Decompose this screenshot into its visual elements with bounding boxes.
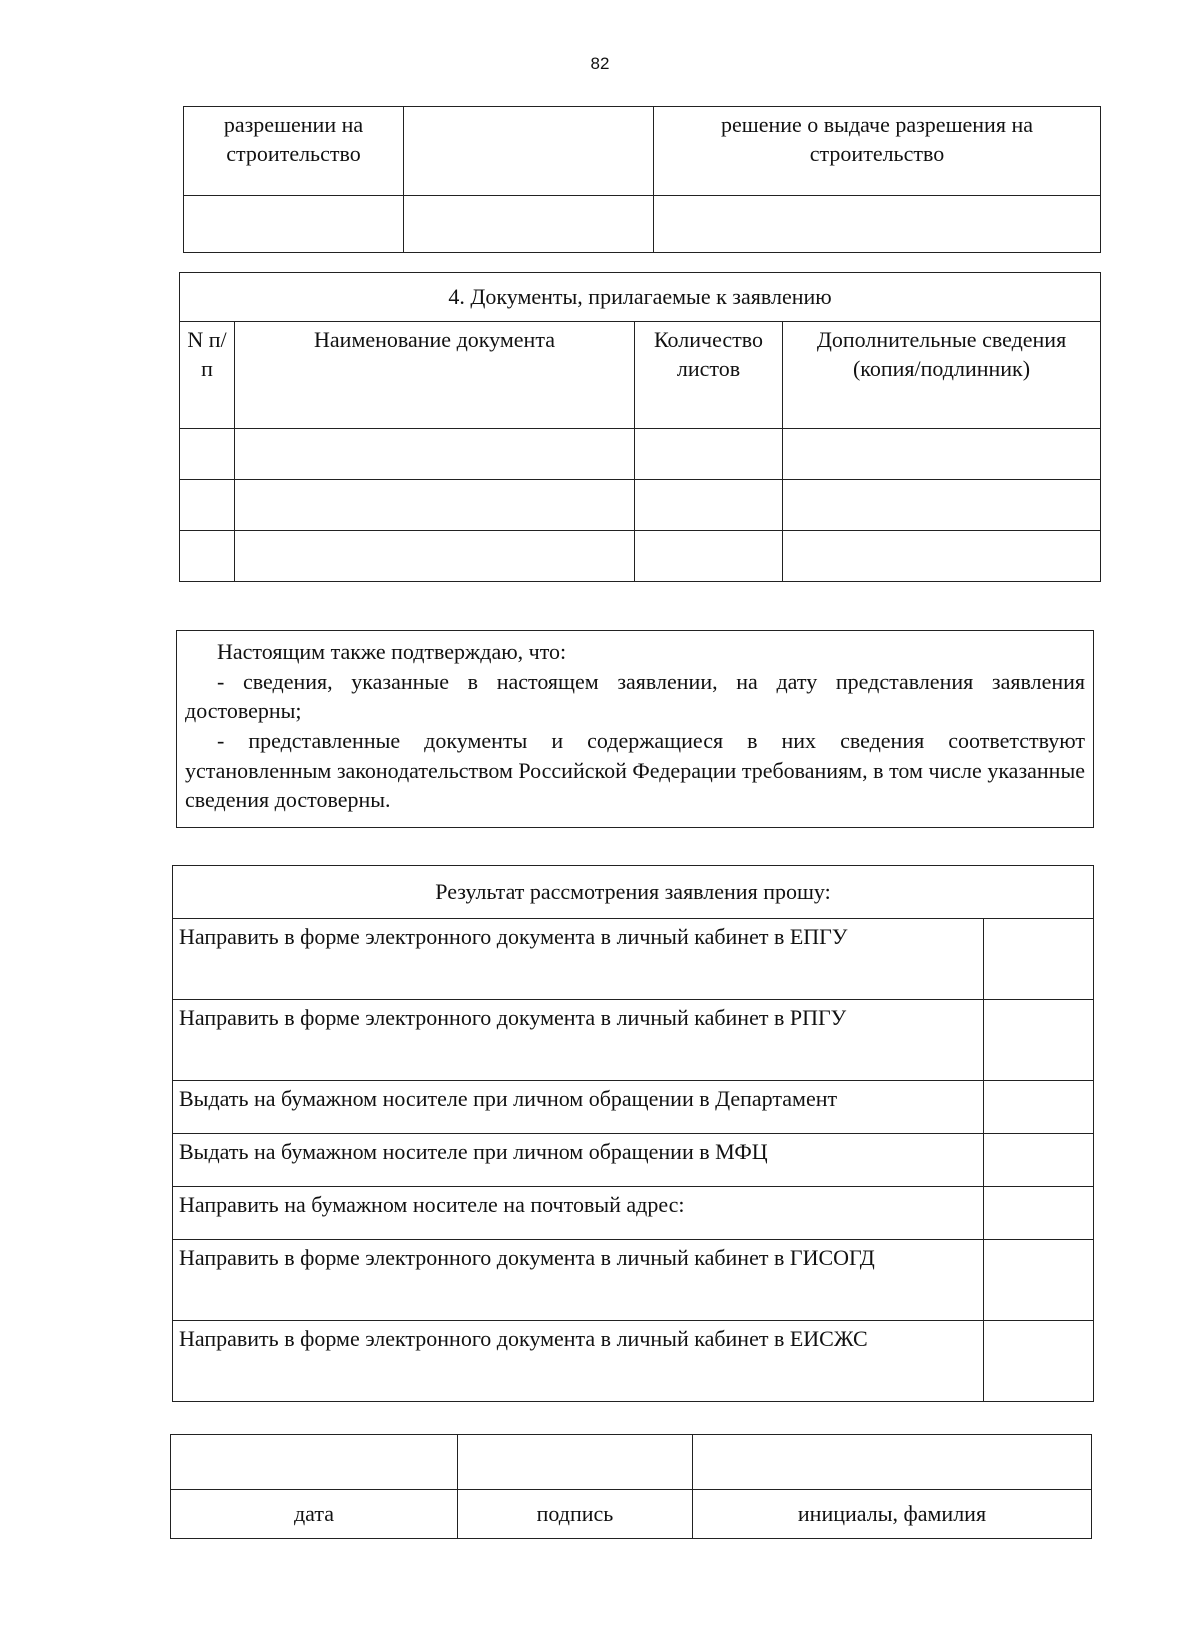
documents-cell[interactable]	[635, 531, 783, 582]
result-option-department: Выдать на бумажном носителе при личном обращении в Департамент	[173, 1081, 984, 1134]
documents-cell[interactable]	[235, 531, 635, 582]
permit-cell-decision: решение о выдаче разрешения на строительство	[654, 107, 1101, 196]
result-option-checkbox[interactable]	[984, 1240, 1094, 1321]
confirmation-intro: Настоящим также подтверждаю, что:	[217, 639, 567, 664]
name-field[interactable]	[693, 1435, 1092, 1490]
result-option-row	[173, 1240, 1094, 1321]
result-option-row	[173, 1321, 1094, 1402]
result-option-checkbox[interactable]	[984, 919, 1094, 1000]
permit-table	[183, 106, 1101, 253]
result-option-mfc: Выдать на бумажном носителе при личном обращении в МФЦ	[173, 1134, 984, 1187]
result-option-post: Направить на бумажном носителе на почтовый адрес:	[173, 1187, 984, 1240]
result-option-row	[173, 1081, 1094, 1134]
page-number: 82	[590, 54, 610, 73]
name-label: инициалы, фамилия	[693, 1490, 1092, 1539]
result-option-eisjs: Направить в форме электронного документа в личный кабинет в ЕИСЖС	[173, 1321, 984, 1402]
confirmation-item: - сведения, указанные в настоящем заявлении, на дату представления заявления достоверны;	[185, 668, 1085, 724]
documents-header-name: Наименование документа	[235, 322, 635, 429]
permit-empty-cell[interactable]	[184, 196, 404, 253]
result-option-checkbox[interactable]	[984, 1134, 1094, 1187]
result-option-row	[173, 1134, 1094, 1187]
documents-cell[interactable]	[235, 429, 635, 480]
signature-field[interactable]	[458, 1435, 693, 1490]
table-row	[180, 531, 1101, 582]
permit-cell-empty[interactable]	[404, 107, 654, 196]
documents-cell[interactable]	[180, 480, 235, 531]
date-field[interactable]	[171, 1435, 458, 1490]
result-option-epgu: Направить в форме электронного документа в личный кабинет в ЕПГУ	[173, 919, 984, 1000]
permit-empty-cell[interactable]	[404, 196, 654, 253]
result-option-checkbox[interactable]	[984, 1321, 1094, 1402]
result-option-checkbox[interactable]	[984, 1000, 1094, 1081]
documents-cell[interactable]	[180, 531, 235, 582]
result-title: Результат рассмотрения заявления прошу:	[173, 866, 1094, 919]
signature-label: подпись	[458, 1490, 693, 1539]
documents-cell[interactable]	[783, 531, 1101, 582]
result-option-rpgu: Направить в форме электронного документа в личный кабинет в РПГУ	[173, 1000, 984, 1081]
documents-cell[interactable]	[235, 480, 635, 531]
result-option-row	[173, 1000, 1094, 1081]
signature-table	[170, 1434, 1092, 1539]
result-option-checkbox[interactable]	[984, 1187, 1094, 1240]
documents-cell[interactable]	[180, 429, 235, 480]
result-options-table	[172, 865, 1094, 1402]
result-option-gisogd: Направить в форме электронного документа в личный кабинет в ГИСОГД	[173, 1240, 984, 1321]
table-row	[180, 480, 1101, 531]
documents-cell[interactable]	[635, 480, 783, 531]
result-option-checkbox[interactable]	[984, 1081, 1094, 1134]
documents-header-number: N п/п	[180, 322, 235, 429]
documents-header-sheets: Количество листов	[635, 322, 783, 429]
documents-cell[interactable]	[783, 429, 1101, 480]
date-label: дата	[171, 1490, 458, 1539]
confirmation-item: - представленные документы и содержащиеся в них сведения соответствуют установленным законодательством Российской Федерации требованиям, в том числе указанные сведения достоверны.	[185, 728, 1085, 813]
confirmation-box	[176, 630, 1094, 828]
documents-header-extra: Дополнительные сведения (копия/подлинник)	[783, 322, 1101, 429]
result-option-row	[173, 1187, 1094, 1240]
documents-cell[interactable]	[635, 429, 783, 480]
result-option-row	[173, 919, 1094, 1000]
permit-cell-label: разрешении на строительство	[184, 107, 404, 196]
permit-empty-cell[interactable]	[654, 196, 1101, 253]
documents-title: 4. Документы, прилагаемые к заявлению	[180, 273, 1101, 322]
documents-table	[179, 272, 1101, 582]
documents-cell[interactable]	[783, 480, 1101, 531]
table-row	[180, 429, 1101, 480]
